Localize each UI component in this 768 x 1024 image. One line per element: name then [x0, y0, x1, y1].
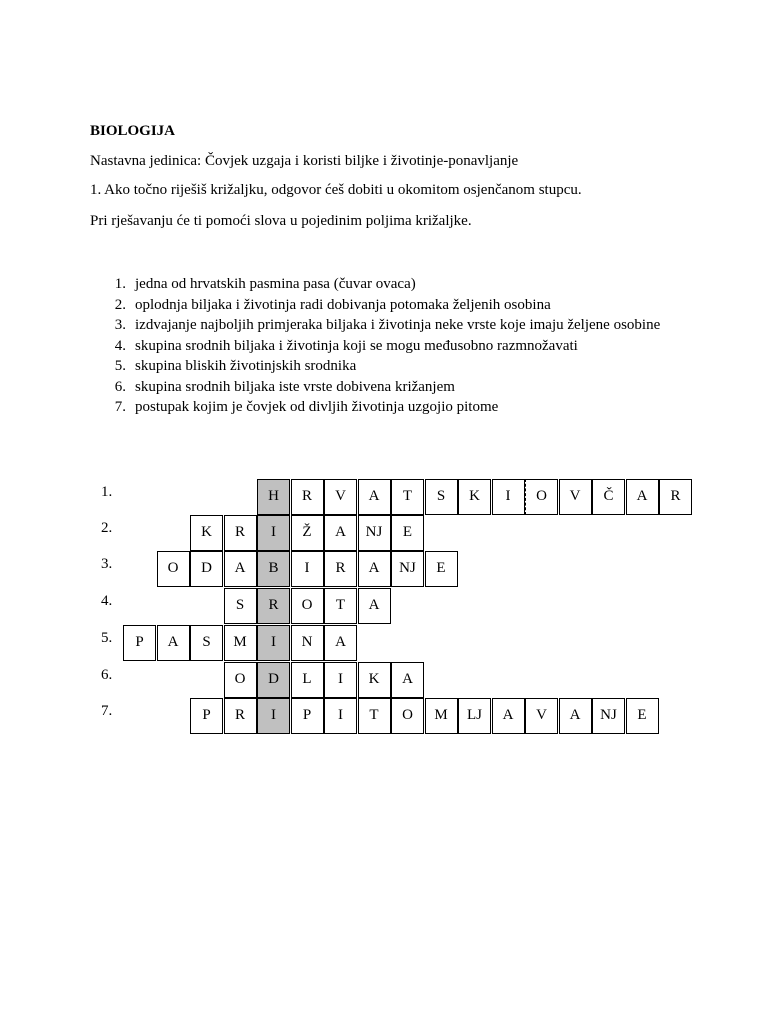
crossword-row-number: 4.	[101, 593, 113, 609]
crossword-cell: NJ	[358, 515, 391, 551]
instruction-1: 1. Ako točno riješiš križaljku, odgovor ćeš dobiti u okomitom osjenčanom stupcu.	[90, 182, 582, 198]
crossword-cell: E	[391, 515, 424, 551]
clue-list	[90, 275, 660, 419]
crossword-cell: V	[525, 698, 558, 734]
crossword-solution-cell: D	[257, 662, 290, 698]
crossword-cell: I	[291, 551, 324, 587]
crossword-cell: K	[190, 515, 223, 551]
crossword-cell: L	[291, 662, 324, 698]
crossword-cell: P	[291, 698, 324, 734]
clue-item	[90, 316, 660, 337]
crossword-cell: D	[190, 551, 223, 587]
crossword-cell: O	[525, 479, 558, 515]
crossword-cell: A	[391, 662, 424, 698]
lesson-subject: Nastavna jedinica: Čovjek uzgaja i koristi biljke i životinje-ponavljanje	[90, 153, 519, 169]
instruction-2: Pri rješavanju će ti pomoći slova u pojedinim poljima križaljke.	[90, 213, 472, 229]
clue-item	[90, 378, 660, 399]
crossword-row-number: 2.	[101, 520, 113, 536]
clue-item	[90, 357, 660, 378]
crossword-solution-cell: I	[257, 698, 290, 734]
crossword-cell: I	[324, 698, 357, 734]
crossword-cell: P	[190, 698, 223, 734]
clue-number: 1.	[114, 276, 126, 292]
crossword-solution-cell: H	[257, 479, 290, 515]
crossword-cell: E	[626, 698, 659, 734]
crossword-cell: NJ	[592, 698, 625, 734]
crossword-cell: N	[291, 625, 324, 661]
crossword-cell: R	[224, 698, 257, 734]
crossword-solution-cell: R	[257, 588, 290, 624]
crossword-solution-cell: I	[257, 625, 290, 661]
crossword-cell: S	[425, 479, 458, 515]
clue-number: 6.	[114, 378, 126, 395]
clue-text: izdvajanje najboljih primjeraka biljaka i životinja neke vrste koje imaju željene osobine	[135, 317, 661, 333]
crossword-cell: K	[358, 662, 391, 698]
crossword-cell: A	[358, 588, 391, 624]
crossword-cell: O	[157, 551, 190, 587]
clue-text: jedna od hrvatskih pasmina pasa (čuvar ovaca)	[135, 276, 416, 292]
crossword-cell: R	[659, 479, 692, 515]
crossword-cell: T	[358, 698, 391, 734]
crossword-row-number: 6.	[101, 667, 113, 683]
crossword-cell: Č	[592, 479, 625, 515]
crossword-cell: A	[157, 625, 190, 661]
crossword-cell: I	[492, 479, 525, 515]
crossword-cell: A	[358, 479, 391, 515]
crossword-cell: A	[626, 479, 659, 515]
crossword-solution-cell: I	[257, 515, 290, 551]
crossword-cell: Ž	[291, 515, 324, 551]
crossword-cell: A	[559, 698, 592, 734]
clue-item	[90, 398, 660, 419]
clue-text: oplodnja biljaka i životinja radi dobivanja potomaka željenih osobina	[135, 296, 551, 313]
crossword-cell: LJ	[458, 698, 491, 734]
crossword-cell: E	[425, 551, 458, 587]
clue-item	[90, 337, 660, 358]
crossword-cell: O	[391, 698, 424, 734]
crossword-solution-cell: B	[257, 551, 290, 587]
crossword-cell: R	[224, 515, 257, 551]
crossword-cell: S	[224, 588, 257, 624]
crossword-cell: T	[391, 479, 424, 515]
crossword-cell: NJ	[391, 551, 424, 587]
crossword-row-number: 5.	[101, 630, 113, 646]
clue-number: 4.	[114, 337, 126, 354]
crossword-cell: V	[559, 479, 592, 515]
crossword-cell: V	[324, 479, 357, 515]
crossword-cell: A	[358, 551, 391, 587]
crossword-cell: P	[123, 625, 156, 661]
document-title: BIOLOGIJA	[90, 123, 176, 139]
clue-item	[90, 275, 660, 296]
crossword-cell: R	[324, 551, 357, 587]
clue-number: 5.	[114, 358, 126, 374]
crossword-row-number: 1.	[101, 484, 113, 500]
clue-text: skupina srodnih biljaka i životinja koji se mogu međusobno razmnožavati	[135, 337, 578, 354]
crossword-cell: R	[291, 479, 324, 515]
clue-item	[90, 296, 660, 317]
clue-text: skupina srodnih biljaka iste vrste dobivena križanjem	[135, 378, 455, 395]
clue-number: 7.	[114, 399, 126, 415]
clue-text: postupak kojim je čovjek od divljih životinja uzgojio pitome	[135, 399, 499, 415]
crossword-cell: O	[291, 588, 324, 624]
crossword-cell: M	[425, 698, 458, 734]
crossword-row-number: 3.	[101, 556, 113, 572]
clue-number: 2.	[114, 296, 126, 313]
crossword-cell: S	[190, 625, 223, 661]
clue-text: skupina bliskih životinjskih srodnika	[135, 358, 357, 374]
crossword-cell: M	[224, 625, 257, 661]
clue-number: 3.	[114, 317, 126, 333]
crossword-row-number: 7.	[101, 703, 113, 719]
crossword-cell: O	[224, 662, 257, 698]
crossword-cell: T	[324, 588, 357, 624]
crossword-cell: I	[324, 662, 357, 698]
crossword-cell: A	[224, 551, 257, 587]
crossword-cell: A	[324, 625, 357, 661]
crossword-cell: K	[458, 479, 491, 515]
crossword-cell: A	[324, 515, 357, 551]
crossword-cell: A	[492, 698, 525, 734]
